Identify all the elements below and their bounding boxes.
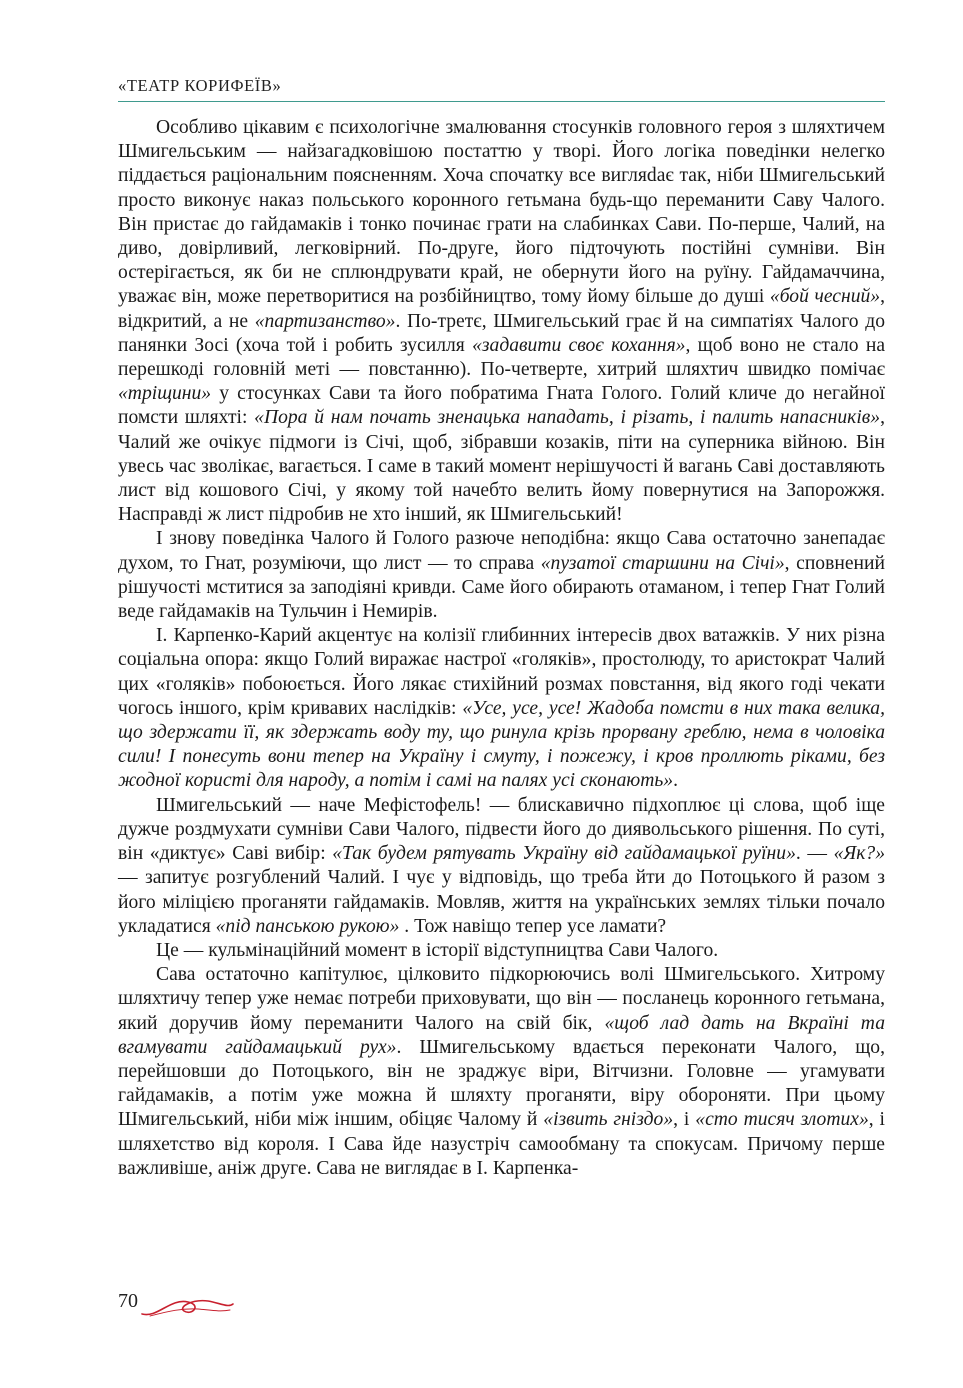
text-run: , і: [673, 1109, 696, 1131]
italic-quote: «сто тисяч злотих»: [695, 1109, 869, 1131]
flourish-ornament-icon: [140, 1294, 235, 1320]
text-run: .: [673, 770, 678, 792]
text-run: Особливо цікавим є психологічне змалювання стосунків головного героя з шляхтичем Шмигельським — найзагадковішою постаттю у творі. Його логіка поведінки нелегко піддається раціональним поясненням. Хоча спочатку все вигляdає так, ніби Шмигельський просто виконує наказ польського коронного гетьмана будь-що переманити Саву Чалого. Він пристає до гайдамаків і тонко починає грати на слабинках Сави. По-перше, Чалий, на диво, довірливий, легковірний. По-друге, його підточують постійні сумніви. Він остерігається, як би не сплюндрувати край, не обернути його на руїну. Гайдамаччина, уважає він, може перетворитися на розбійництво, тому йому більше до душі: [118, 117, 885, 308]
italic-quote: «тріщини»: [118, 383, 212, 405]
text-run: І. Карпенко-Карий акцентує на колізії глибинних інтересів двох ватажків. У них різна соціальна опора: якщо Голий виражає настрої «голяків», простолюду, то аристократ Чалий цих «голяків» побоюється. Його лякає стихійний розмах повстання, від якого годі чекати чогось іншого, крім кривавих наслідків:: [118, 625, 885, 719]
text-run: , і шляхетство від короля. І Сава йде назустріч самообману та спокусам. Причому перше важливіше, аніж друге. Сава не виглядає в І. Карпенка-: [118, 1109, 885, 1179]
paragraph: [118, 963, 885, 1181]
text-run: . —: [795, 843, 834, 865]
italic-quote: «Так будем рятувать Україну від гайдамацької руїни»: [332, 843, 796, 865]
text-run: І знову поведінка Чалого й Голого разюче неподібна: якщо Сава остаточно занепадає духом, то Гнат, розуміючи, що лист — то справа: [118, 528, 885, 574]
italic-quote: «ізвить гніздо»: [543, 1109, 674, 1131]
italic-quote: «щоб лад дать на Вкраїні та вгамувати гайдамацький рух»: [118, 1012, 885, 1058]
paragraph: [118, 116, 885, 527]
paragraph: [118, 939, 885, 963]
body-text: [118, 116, 885, 1181]
text-run: Сава остаточно капітулює, цілковито підкорюючись волі Шмигельського. Хитрому шляхтичу тепер уже немає потреби приховувати, що він — посланець коронного гетьмана, який доручив йому переманити Чалого на свій бік,: [118, 964, 885, 1034]
italic-quote: «Пора й нам почать зненацька нападать, і різать, і палить напасників»: [254, 407, 881, 429]
text-run: , відкритий, а не: [118, 286, 885, 332]
text-run: у стосунках Сави та його побратима Гната Голого. Голий кличе до негайної помсти шляхті:: [118, 383, 885, 429]
header-rule: [118, 101, 885, 102]
text-run: . По-третє, Шмигельський грає й на симпатіях Чалого до панянки Зосі (хоча той і робить зусилля: [118, 310, 886, 356]
italic-quote: «партизанство»: [254, 310, 396, 332]
italic-quote: «задавити своє кохання»: [472, 334, 686, 356]
italic-quote: «пузатої старшини на Січі»: [540, 552, 785, 574]
text-run: , сповнений рішучості мститися за заподіяні кривди. Саме його обирають отаманом, і тепер Гнат Голий веде гайдамаків на Тульчин і Немирів.: [118, 552, 885, 623]
text-run: . Шмигельському вдається переконати Чалого, що, перейшовши до Потоцького, він не зраджує віри, Вітчизни. Головне — угамувати гайдамаків, а потім уже можна й шляхту проганяти, віру обороняти. При цьому Шмигельський, ніби між іншим, обіцяє Чалому й: [118, 1036, 885, 1131]
text-run: , щоб воно не стало на перешкоді головній меті — повстанню). По-четверте, хитрий шляхтич швидко помічає: [118, 334, 886, 381]
text-run: Шмигельський — наче Мефістофель! — блискавично підхоплює ці слова, щоб іще дужче роздмухати сумніви Сави Чалого, підвести його до диявольського рішення. По суті, він «диктує» Саві вибір:: [118, 794, 885, 865]
page-number: 70: [118, 1290, 138, 1312]
paragraph: [118, 794, 885, 939]
paragraph: [118, 624, 885, 793]
paragraph: [118, 527, 885, 624]
italic-quote: «Усе, усе, усе! Жадоба помсти в них така велика, що здержати її, як здержать воду ту, що ринула крізь прорвану греблю, нема в чоловіка сили! І понесуть вони тепер на Україну і смуту, і пожежу, і кров проллють ріками, без жодної користі для народу, а потім і самі на палях усі сконають»: [118, 697, 885, 792]
italic-quote: «Як?»: [833, 843, 885, 865]
text-run: Це — кульмінаційний момент в історії відступництва Сави Чалого.: [156, 939, 719, 961]
italic-quote: «під панською рукою»: [215, 915, 400, 937]
text-run: , Чалий же очікує підмоги із Січі, щоб, зібравши козаків, піти на суперника війною. Він увесь час зволікає, вагається. І саме в такий момент нерішучості й вагань Саві доставляють лист від кошового Січі, у якому той начебто велить йому повернутися на Запорожжя. Насправді ж лист підробив не хто інший, як Шмигельський!: [118, 407, 885, 526]
running-head: «ТЕАТР КОРИФЕЇВ»: [118, 76, 282, 95]
text-run: . Тож навіщо тепер усе ламати?: [399, 915, 667, 937]
text-run: — запитує розгублений Чалий. І чує у відповідь, що треба йти до Потоцького й разом з його міліцією проганяти гайдамаків. Мовляв, життя на українських землях тільки почало укладатися: [118, 867, 885, 937]
italic-quote: «бой чесний»: [769, 286, 881, 308]
